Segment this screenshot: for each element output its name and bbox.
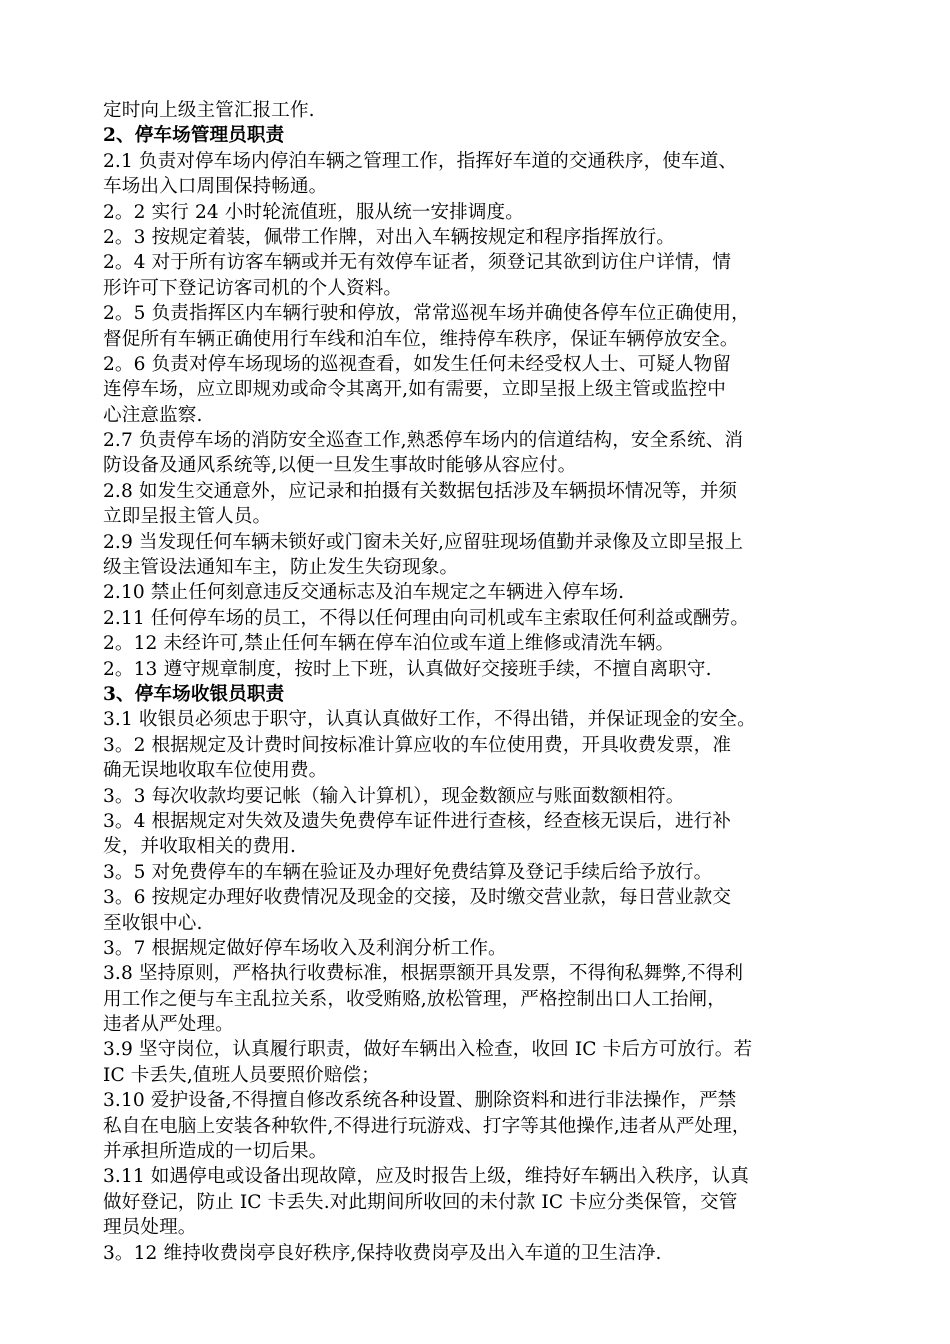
text-line: 2。4 对于所有访客车辆或并无有效停车证者，须登记其欲到访住户详情，情 [103, 252, 732, 274]
text-line: 2。3 按规定着装，佩带工作牌，对出入车辆按规定和程序指挥放行。 [103, 226, 675, 248]
text-line: 形许可下登记访客司机的个人资料。 [103, 277, 403, 299]
text-line: 级主管设法通知车主，防止发生失窃现象。 [103, 557, 459, 579]
text-line: 至收银中心. [103, 912, 203, 934]
text-line: 3.11 如遇停电或设备出现故障，应及时报告上级，维持好车辆出入秩序，认真 [103, 1166, 750, 1188]
text-line: 3.10 爱护设备,不得擅自修改系统各种设置、删除资料和进行非法操作，严禁 [103, 1090, 737, 1112]
text-line: 3。2 根据规定及计费时间按标准计算应收的车位使用费，开具收费发票，准 [103, 734, 732, 756]
text-line: 2。6 负责对停车场现场的巡视查看，如发生任何未经受权人士、可疑人物留 [103, 353, 732, 375]
text-line: 2。5 负责指挥区内车辆行驶和停放，常常巡视车场并确使各停车位正确使用， [103, 303, 750, 325]
text-line: 3。4 根据规定对失效及遗失免费停车证件进行查核，经查核无误后，进行补 [103, 810, 732, 832]
text-line: 2.10 禁止任何刻意违反交通标志及泊车规定之车辆进入停车场. [103, 582, 625, 604]
text-line: IC 卡丢失,值班人员要照价赔偿； [103, 1064, 380, 1086]
text-line: 2.11 任何停车场的员工，不得以任何理由向司机或车主索取任何利益或酬劳。 [103, 607, 750, 629]
text-line: 确无误地收取车位使用费。 [103, 760, 328, 782]
text-line: 3。7 根据规定做好停车场收入及利润分析工作。 [103, 937, 507, 959]
text-line: 3.1 收银员必须忠于职守，认真认真做好工作，不得出错，并保证现金的安全。 [103, 709, 756, 731]
text-line: 用工作之便与车主乱拉关系，收受贿赂,放松管理，严格控制出口人工抬闸， [103, 988, 726, 1010]
text-line: 私自在电脑上安装各种软件,不得进行玩游戏、打字等其他操作,违者从严处理， [103, 1115, 751, 1137]
text-line: 督促所有车辆正确使用行车线和泊车位，维持停车秩序，保证车辆停放安全。 [103, 328, 739, 350]
text-line: 3.9 坚守岗位，认真履行职责，做好车辆出入检查，收回 IC 卡后方可放行。若 [103, 1039, 753, 1061]
text-line: 3.8 坚持原则，严格执行收费标准，根据票额开具发票，不得徇私舞弊,不得利 [103, 963, 744, 985]
text-line: 3。3 每次收款均要记帐（输入计算机），现金数额应与账面数额相符。 [103, 785, 685, 807]
text-line: 违者从严处理。 [103, 1014, 234, 1036]
section-heading: 3、停车场收银员职责 [103, 683, 285, 705]
text-line: 2.7 负责停车场的消防安全巡查工作,熟悉停车场内的信道结构，安全系统、消 [103, 430, 744, 452]
text-line: 理员处理。 [103, 1217, 197, 1239]
section-heading: 2、停车场管理员职责 [103, 125, 285, 147]
text-line: 2。2 实行 24 小时轮流值班，服从统一安排调度。 [103, 201, 524, 223]
text-line: 防设备及通风系统等,以便一旦发生事故时能够从容应付。 [103, 455, 577, 477]
text-line: 心注意监察. [103, 404, 203, 426]
text-line: 2.8 如发生交通意外，应记录和拍摄有关数据包括涉及车辆损坏情况等，并须 [103, 480, 738, 502]
text-line: 2.9 当发现任何车辆未锁好或门窗未关好,应留驻现场值勤并录像及立即呈报上 [103, 531, 744, 553]
text-line: 2.1 负责对停车场内停泊车辆之管理工作，指挥好车道的交通秩序，使车道、 [103, 150, 738, 172]
text-line: 连停车场，应立即规劝或命令其离开,如有需要，立即呈报上级主管或监控中 [103, 379, 726, 401]
text-line: 发，并收取相关的费用. [103, 836, 296, 858]
text-line: 3。12 维持收费岗亭良好秩序,保持收费岗亭及出入车道的卫生洁净. [103, 1242, 662, 1264]
text-line: 定时向上级主管汇报工作. [103, 100, 315, 121]
text-line: 车场出入口周围保持畅通。 [103, 176, 328, 198]
document-page [103, 98, 873, 1266]
text-line: 立即呈报主管人员。 [103, 506, 272, 528]
text-line: 并承担所造成的一切后果。 [103, 1141, 328, 1163]
text-line: 2。13 遵守规章制度，按时上下班，认真做好交接班手续，不擅自离职守. [103, 658, 712, 680]
text-line: 3。6 按规定办理好收费情况及现金的交接，及时缴交营业款，每日营业款交 [103, 887, 732, 909]
text-line: 3。5 对免费停车的车辆在验证及办理好免费结算及登记手续后给予放行。 [103, 861, 713, 883]
text-line: 2。12 未经许可,禁止任何车辆在停车泊位或车道上维修或清洗车辆。 [103, 633, 675, 655]
text-line: 做好登记，防止 IC 卡丢失.对此期间所收回的未付款 IC 卡应分类保管，交管 [103, 1191, 738, 1213]
